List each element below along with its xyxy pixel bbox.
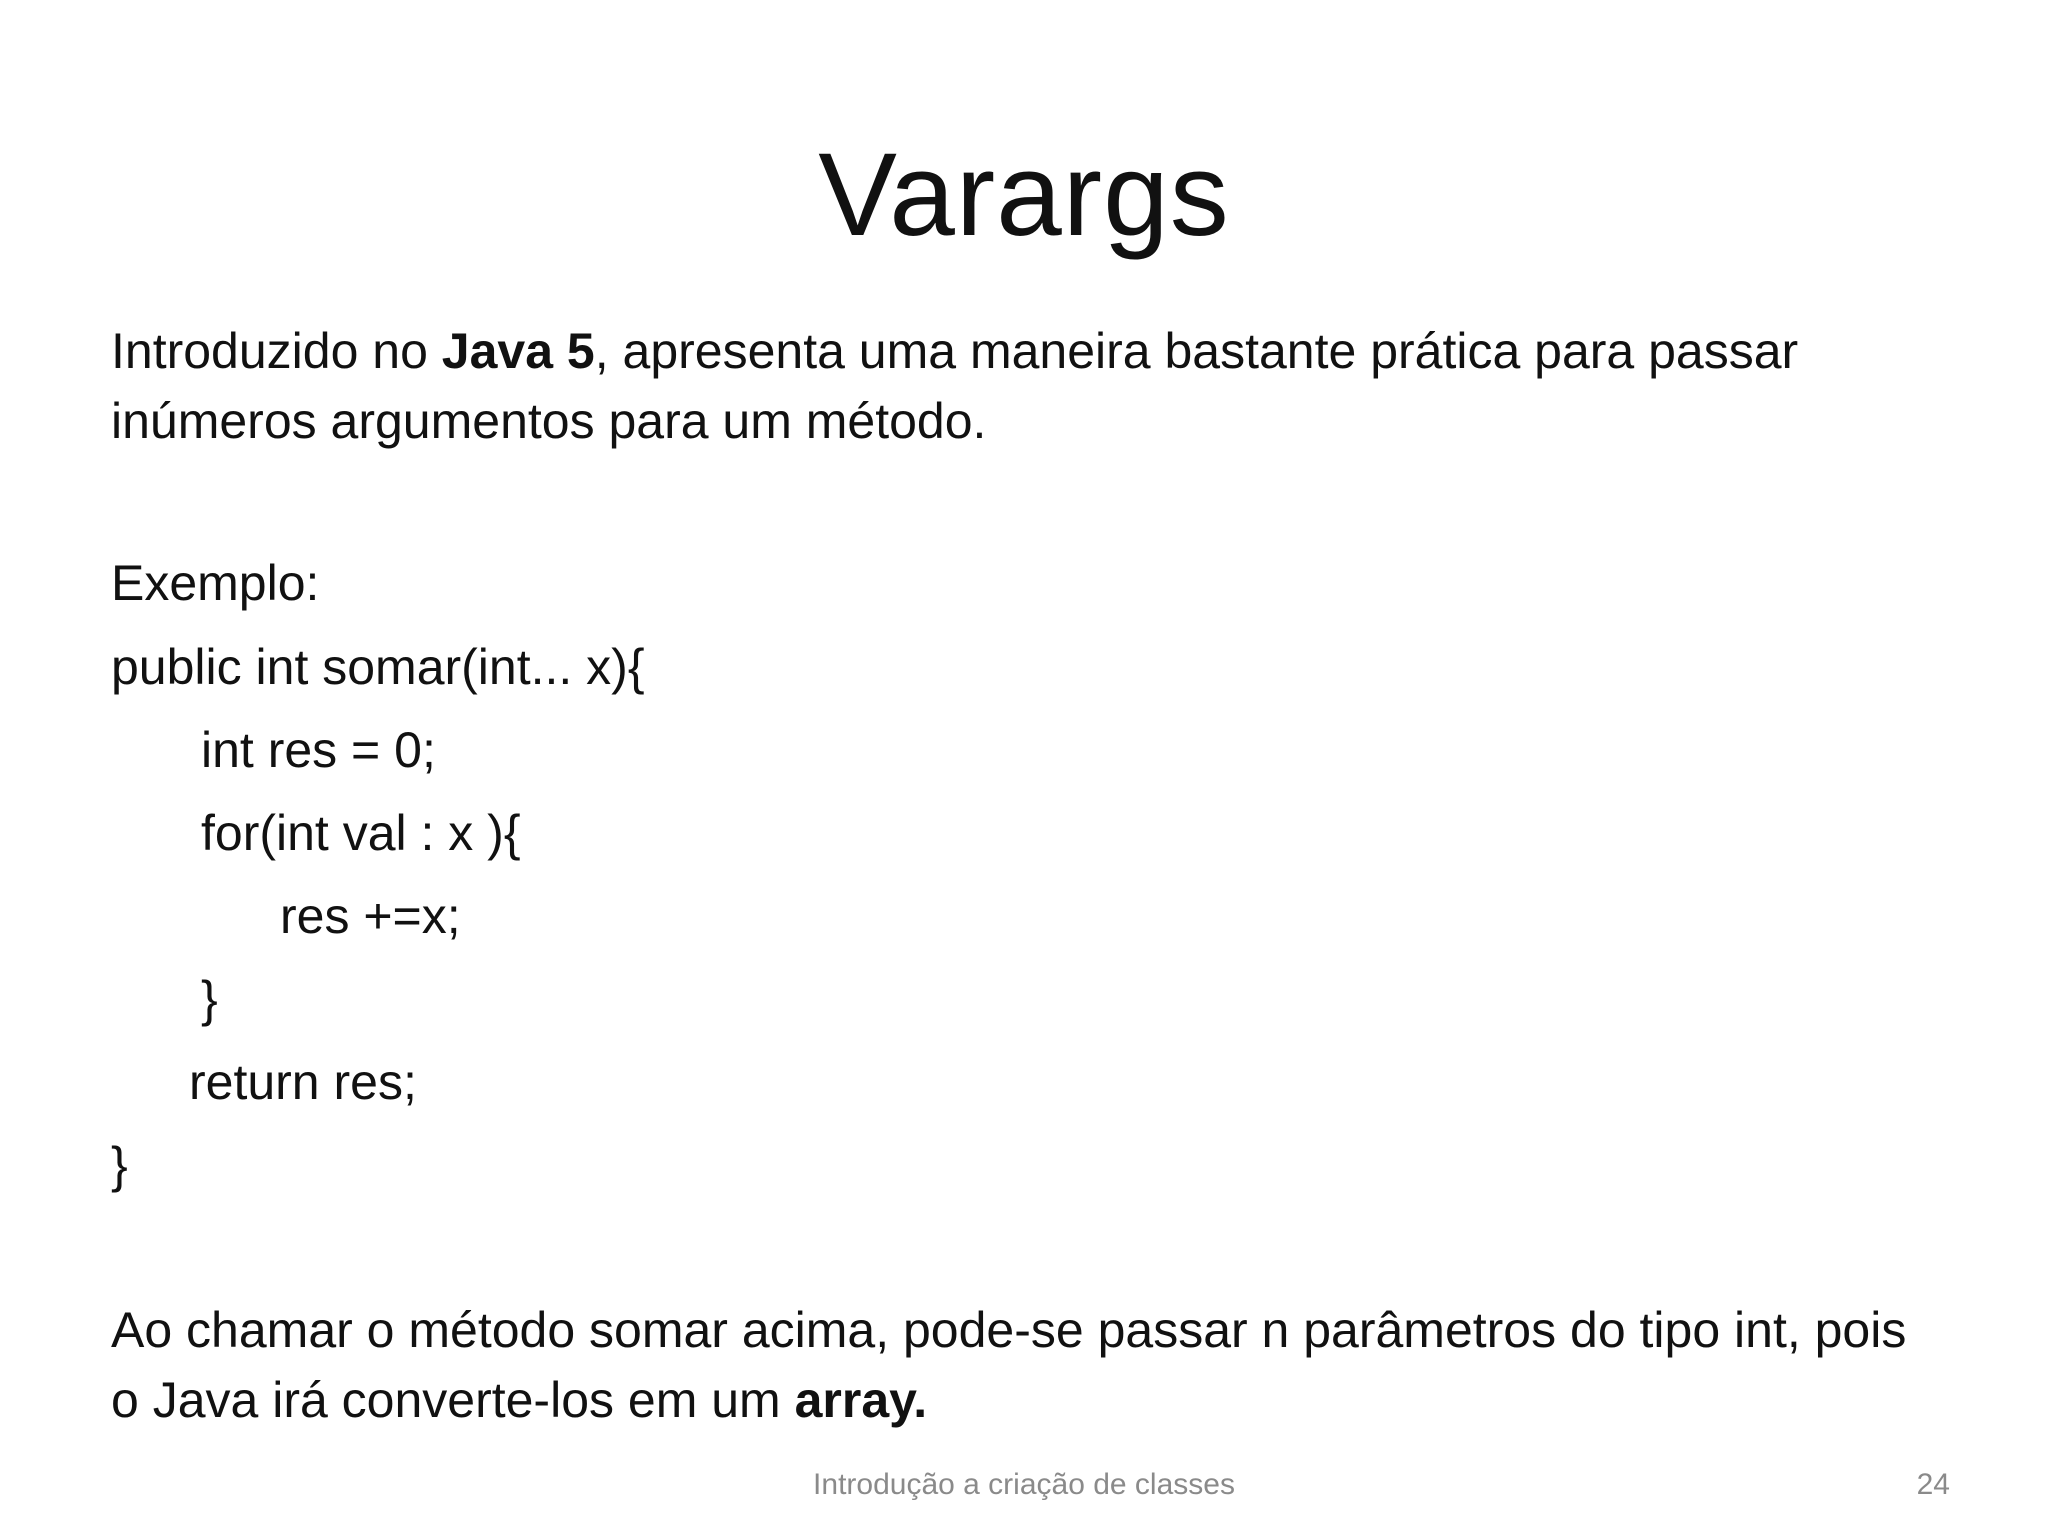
page-number: 24 [1916,1468,1950,1501]
footer-title: Introdução a criação de classes [813,1468,1235,1501]
code-line: int res = 0; [201,722,436,778]
slide-title: Varargs [818,129,1230,261]
closing-paragraph [111,1295,1941,1435]
closing-text-bold: array. [794,1372,928,1428]
code-line: public int somar(int... x){ [111,639,645,695]
intro-text-before: Introduzido no [111,323,442,379]
intro-text-after: , apresenta uma maneira bastante prática para passar inúmeros argumentos para um método. [111,323,1799,449]
code-line: for(int val : x ){ [201,805,521,861]
intro-text-bold: Java 5 [441,323,595,379]
code-line: } [111,1137,128,1193]
intro-paragraph [111,316,1941,456]
code-line: return res; [189,1054,417,1110]
code-line: } [201,971,218,1027]
code-line: res +=x; [280,888,461,944]
closing-text-before: Ao chamar o método somar acima, pode-se passar n parâmetros do tipo int, pois o Java irá converte-los em um [111,1302,1907,1428]
example-label: Exemplo: [111,555,320,611]
